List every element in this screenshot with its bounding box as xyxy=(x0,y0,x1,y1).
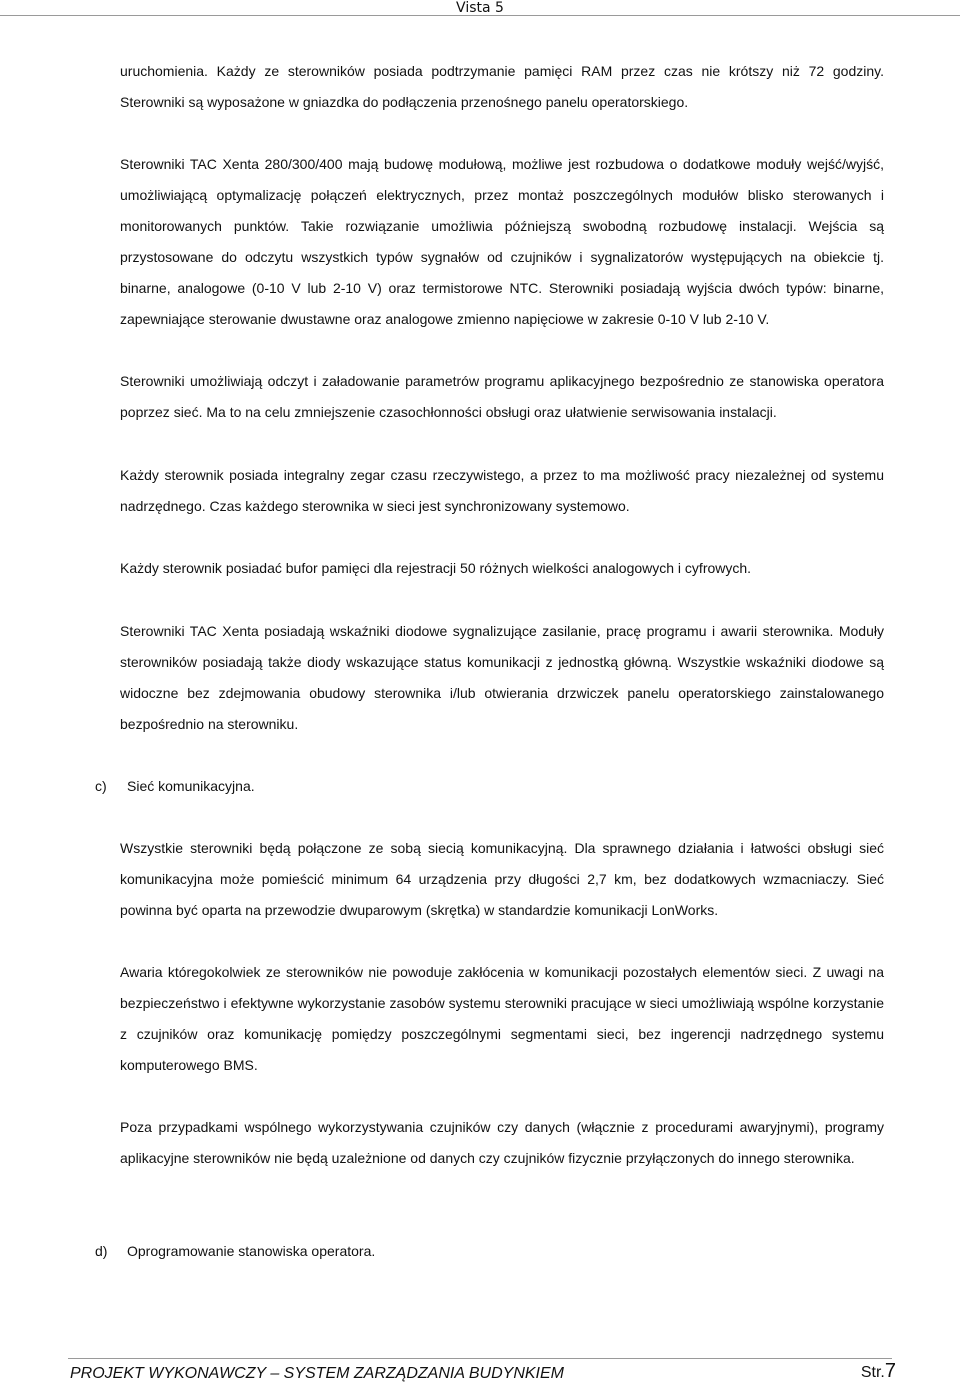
section-title-c: Sieć komunikacyjna. xyxy=(127,778,255,794)
section-title-d: Oprogramowanie stanowiska operatora. xyxy=(127,1243,376,1259)
header-divider xyxy=(0,15,960,16)
header-title: Vista 5 xyxy=(456,0,504,16)
paragraph-network: Wszystkie sterowniki będą połączone ze sobą siecią komunikacyjną. Dla sprawnego działania i łatwości obsługi sieć komunikacyjna może pomieścić minimum 64 urządzenia przy długości 2,7 km, bez dodatkowych wzmacniaczy. Sieć powinna być oparta na przewodzie dwuparowym (skrętka) w standardzie komunikacji LonWorks. xyxy=(120,840,884,918)
paragraph-led-indicators: Sterowniki TAC Xenta posiadają wskaźniki diodowe sygnalizujące zasilanie, pracę programu i awarii sterownika. Moduły sterowników posiadają także diody wskazujące status komunikacji z jednostką główną. Wszystkie wskaźniki diodowe są widoczne bez zdejmowania obudowy sterownika i/lub otwierania drzwiczek panelu operatorskiego zainstalowanego bezpośrednio na sterowniku. xyxy=(120,623,884,732)
paragraph-memory-buffer: Każdy sterownik posiadać bufor pamięci dla rejestracji 50 różnych wielkości analogowych i cyfrowych. xyxy=(120,560,752,576)
footer-project-title: PROJEKT WYKONAWCZY – SYSTEM ZARZĄDZANIA BUDYNKIEM xyxy=(70,1365,564,1382)
footer-page-number xyxy=(861,1359,896,1385)
section-heading-d xyxy=(95,1241,884,1261)
page-number: 7 xyxy=(884,1360,896,1382)
section-label-d: d) xyxy=(95,1243,108,1259)
paragraph-sensor-independence: Poza przypadkami wspólnego wykorzystywania czujników czy danych (włącznie z procedurami awaryjnymi), programy aplikacyjne sterowników nie będą uzależnione od danych czy czujników fizycznie przyłączonych do innego sterownika. xyxy=(120,1119,884,1166)
paragraph-failure-tolerance: Awaria któregokolwiek ze sterowników nie powoduje zakłócenia w komunikacji pozostałych elementów sieci. Z uwagi na bezpieczeństwo i efektywne wykorzystanie zasobów systemu sterowniki pracujące w sieci umożliwiają wspólne korzystanie z czujników oraz komunikację pomiędzy poszczególnymi segmentami sieci, bez ingerencji nadrzędnego systemu komputerowego BMS. xyxy=(120,964,884,1073)
section-heading-c xyxy=(95,776,884,796)
page-prefix: Str. xyxy=(860,1364,885,1381)
paragraph-ram-backup: uruchomienia. Każdy ze sterowników posiada podtrzymanie pamięci RAM przez czas nie krótszy niż 72 godziny. Sterowniki są wyposażone w gniazdka do podłączenia przenośnego panelu operatorskiego. xyxy=(120,63,884,110)
paragraph-parameter-upload: Sterowniki umożliwiają odczyt i załadowanie parametrów programu aplikacyjnego bezpośrednio ze stanowiska operatora poprzez sieć. Ma to na celu zmniejszenie czasochłonności obsługi oraz ułatwienie serwisowania instalacji. xyxy=(120,373,884,420)
footer-divider xyxy=(68,1358,892,1359)
section-label-c: c) xyxy=(95,778,107,794)
paragraph-modular-design: Sterowniki TAC Xenta 280/300/400 mają budowę modułową, możliwe jest rozbudowa o dodatkowe moduły wejść/wyjść, umożliwiającą optymalizację połączeń elektrycznych, przez montaż poszczególnych modułów blisko sterowanych i monitorowanych punktów. Takie rozwiązanie umożliwia późniejszą swobodną rozbudowę instalacji. Wejścia są przystosowane do odczytu wszystkich typów sygnałów od czujników i sygnalizatorów występujących na obiekcie tj. binarne, analogowe (0-10 V lub 2-10 V) oraz termistorowe NTC. Sterowniki posiadają wyjścia dwóch typów: binarne, zapewniające sterowanie dwustawne oraz analogowe zmienno napięciowe w zakresie 0-10 V lub 2-10 V. xyxy=(120,156,884,327)
paragraph-real-time-clock: Każdy sterownik posiada integralny zegar czasu rzeczywistego, a przez to ma możliwość pracy niezależnej od systemu nadrzędnego. Czas każdego sterownika w sieci jest synchronizowany systemowo. xyxy=(120,467,884,514)
